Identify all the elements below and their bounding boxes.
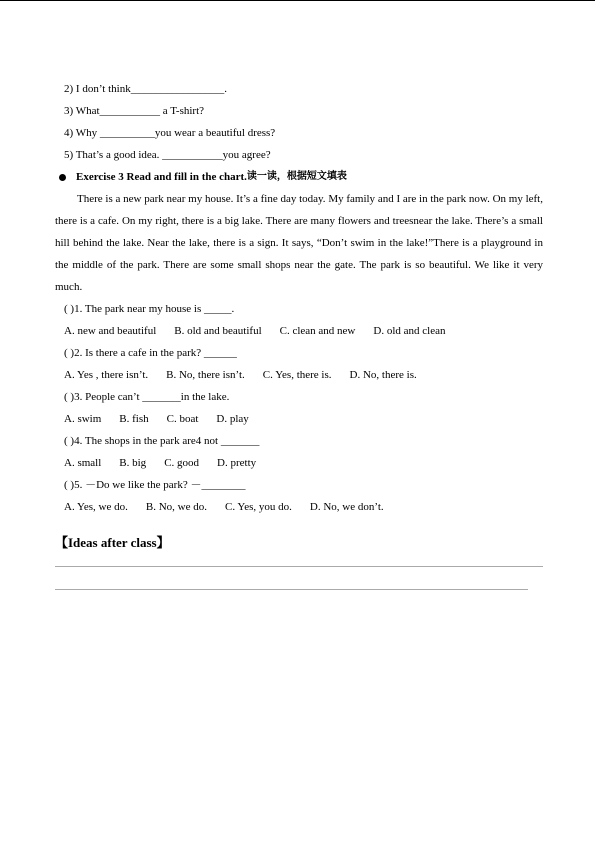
option: D. No, there is. — [349, 369, 417, 381]
bullet-icon — [59, 174, 66, 181]
option: C. Yes, you do. — [224, 501, 292, 513]
answer-line — [55, 589, 528, 590]
option: B. No, we do. — [145, 501, 207, 513]
option: C. Yes, there is. — [262, 369, 332, 381]
option: B. No, there isn’t. — [166, 369, 245, 381]
option: B. old and beautiful — [174, 325, 262, 337]
passage-text: There is a new park near my house. It’s a fine day today. My family and I are in the park now. On my left, there is a cafe. On my right, there is a big lake. There are many flowers and treesnear the lake. There’s a small hill behind the lake. Near the lake, there is a sign. It says, “Don’t swim in the lake!”There is a playground in the middle of the park. There are some small shops near the gate. The park is so beautiful. We like it very much. — [55, 193, 543, 293]
worksheet-page — [55, 78, 543, 590]
option: C. good — [164, 457, 200, 469]
option: D. play — [216, 413, 249, 425]
options-row — [55, 408, 543, 430]
option: D. No, we don’t. — [309, 501, 384, 513]
fill-item: 4) Why __________you wear a beautiful dress? — [64, 127, 276, 139]
options-row — [55, 320, 543, 342]
option: A. swim — [64, 413, 102, 425]
options-row — [55, 452, 543, 474]
option: C. boat — [166, 413, 199, 425]
question: ( )3. People can’t _______in the lake. — [64, 391, 230, 403]
option: A. Yes , there isn’t. — [64, 369, 149, 381]
option: C. clean and new — [279, 325, 356, 337]
option: B. big — [119, 457, 147, 469]
exercise3-heading — [55, 166, 543, 188]
option: A. small — [64, 457, 102, 469]
options-row — [55, 496, 543, 518]
question: ( )2. Is there a cafe in the park? ______ — [64, 347, 237, 359]
exercise3-title: Exercise 3 Read and fill in the chart. — [76, 171, 247, 183]
fill-item: 3) What___________ a T-shirt? — [64, 105, 205, 117]
question: ( )5. －Do we like the park? －________ — [64, 479, 246, 491]
question: ( )1. The park near my house is _____. — [64, 303, 235, 315]
reading-passage — [55, 188, 543, 298]
exercise3-title-cn: 读一读，根据短文填表 — [246, 171, 347, 182]
top-border — [0, 0, 595, 1]
fill-item: 5) That’s a good idea. ___________you agree? — [64, 149, 271, 161]
question: ( )4. The shops in the park are4 not _______ — [64, 435, 260, 447]
fill-item: 2) I don’t think_________________. — [64, 83, 227, 95]
option: D. pretty — [217, 457, 257, 469]
ideas-heading: 【Ideas after class】 — [55, 535, 170, 550]
option: A. new and beautiful — [64, 325, 157, 337]
option: D. old and clean — [373, 325, 446, 337]
options-row — [55, 364, 543, 386]
answer-line — [55, 566, 543, 567]
option: A. Yes, we do. — [64, 501, 128, 513]
option: B. fish — [119, 413, 149, 425]
